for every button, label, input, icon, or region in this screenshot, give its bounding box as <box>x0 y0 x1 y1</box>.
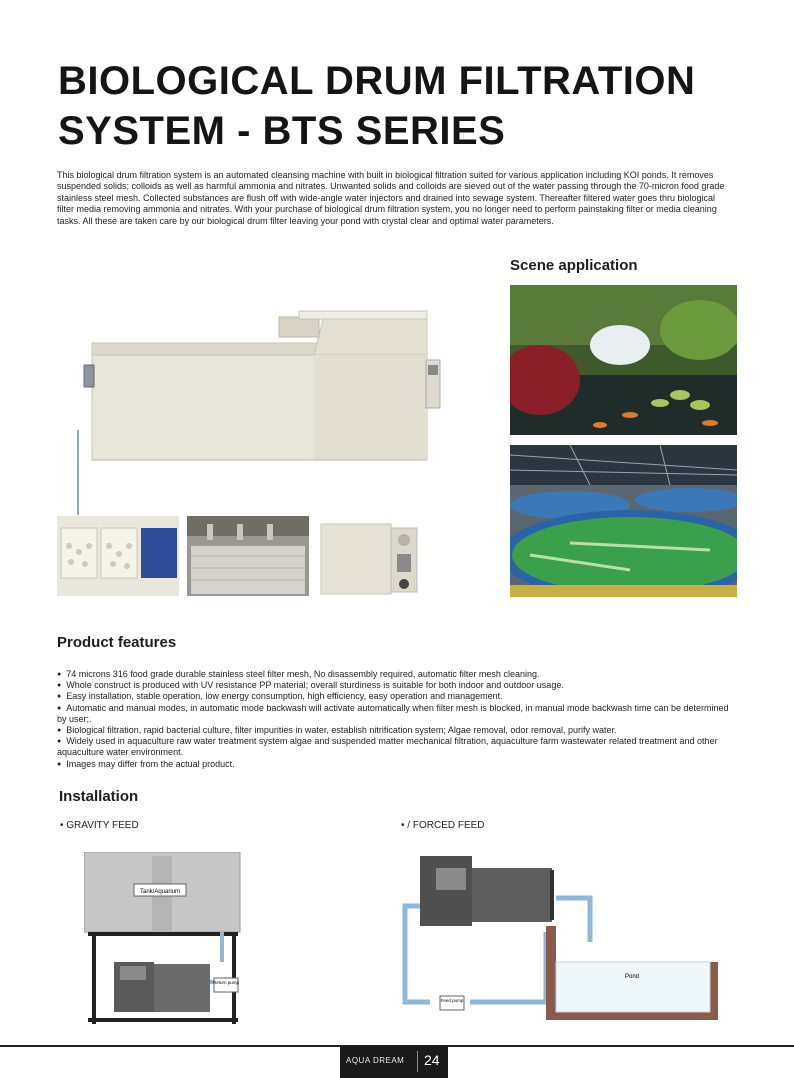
aquaculture-farm-photo <box>510 445 737 597</box>
feature-item: ● Images may differ from the actual product. <box>57 759 737 770</box>
brand-logo: AQUA DREAM <box>346 1056 405 1065</box>
forced-feed-diagram <box>400 852 725 1024</box>
scene-application-title: Scene application <box>510 257 638 274</box>
gravity-feed-diagram <box>84 852 244 1024</box>
tank-label: Tank/Aquarium <box>139 889 181 895</box>
intro-paragraph: This biological drum filtration system is an automated cleansing machine with built in biological filtration suited for various application including KOI ponds. It removes suspended solids; colloids as well as harmful ammonia and nitrates. Unwanted solids and colloids are sieved out of the water passing through the 70-micron food grade stainless steel mesh. Collected substances are flush off with wide-angle water injectors and drained into sewage system. Thereafter filtered water goes thru biological filter media removing ammonia and nitrates. With your purchase of biological drum filtration system, you no longer need to perform painstaking filter or media cleaning tasks. All these are taken care by our biological drum filter leaving your pond with crystal clear and optimal water parameters. <box>57 170 725 226</box>
drum-mesh-photo <box>187 516 309 596</box>
feature-item: ● Automatic and manual modes, in automatic mode backwash will activate automatically when filter mesh is blocked, in manual mode backwash time can be determined by user;. <box>57 703 737 725</box>
feature-item: ● Whole construct is produced with UV resistance PP material; overall sturdiness is suitable for both indoor and outdoor usage. <box>57 680 737 691</box>
feed-pump-label: Feed pump <box>440 998 464 1003</box>
forced-feed-label: • / FORCED FEED <box>401 820 485 831</box>
footer-separator <box>417 1051 418 1072</box>
control-box-photo <box>317 516 419 596</box>
feature-item: ● Widely used in aquaculture raw water treatment system algae and suspended matter mechanical filtration, aquaculture farm wastewater related treatment and other aquaculture water environment. <box>57 736 737 758</box>
pond-label: Pond <box>624 974 640 980</box>
drum-filter-photo <box>74 305 444 520</box>
product-features-title: Product features <box>57 634 177 651</box>
installation-title: Installation <box>59 788 139 805</box>
title-line-2: SYSTEM - BTS SERIES <box>58 109 506 153</box>
page-title <box>58 56 758 156</box>
feature-item: ● Biological filtration, rapid bacterial culture, filter impurities in water, establish nitrification system; Algae removal, odor removal, purify water. <box>57 725 737 736</box>
title-line-1: BIOLOGICAL DRUM FILTRATION <box>58 59 696 103</box>
gravity-feed-label: • GRAVITY FEED <box>60 820 139 831</box>
feature-item: ● Easy installation, stable operation, low energy consumption, high efficiency, easy operation and management. <box>57 691 737 702</box>
feature-item: ● 74 microns 316 food grade durable stainless steel filter mesh, No disassembly required, automatic filter mesh cleaning. <box>57 669 737 680</box>
features-list <box>57 669 737 770</box>
page-number: 24 <box>424 1052 440 1068</box>
koi-pond-photo <box>510 285 737 435</box>
footer-badge <box>340 1045 448 1078</box>
return-pump-label: Return pump <box>212 980 240 985</box>
filter-media-photo <box>57 516 179 596</box>
